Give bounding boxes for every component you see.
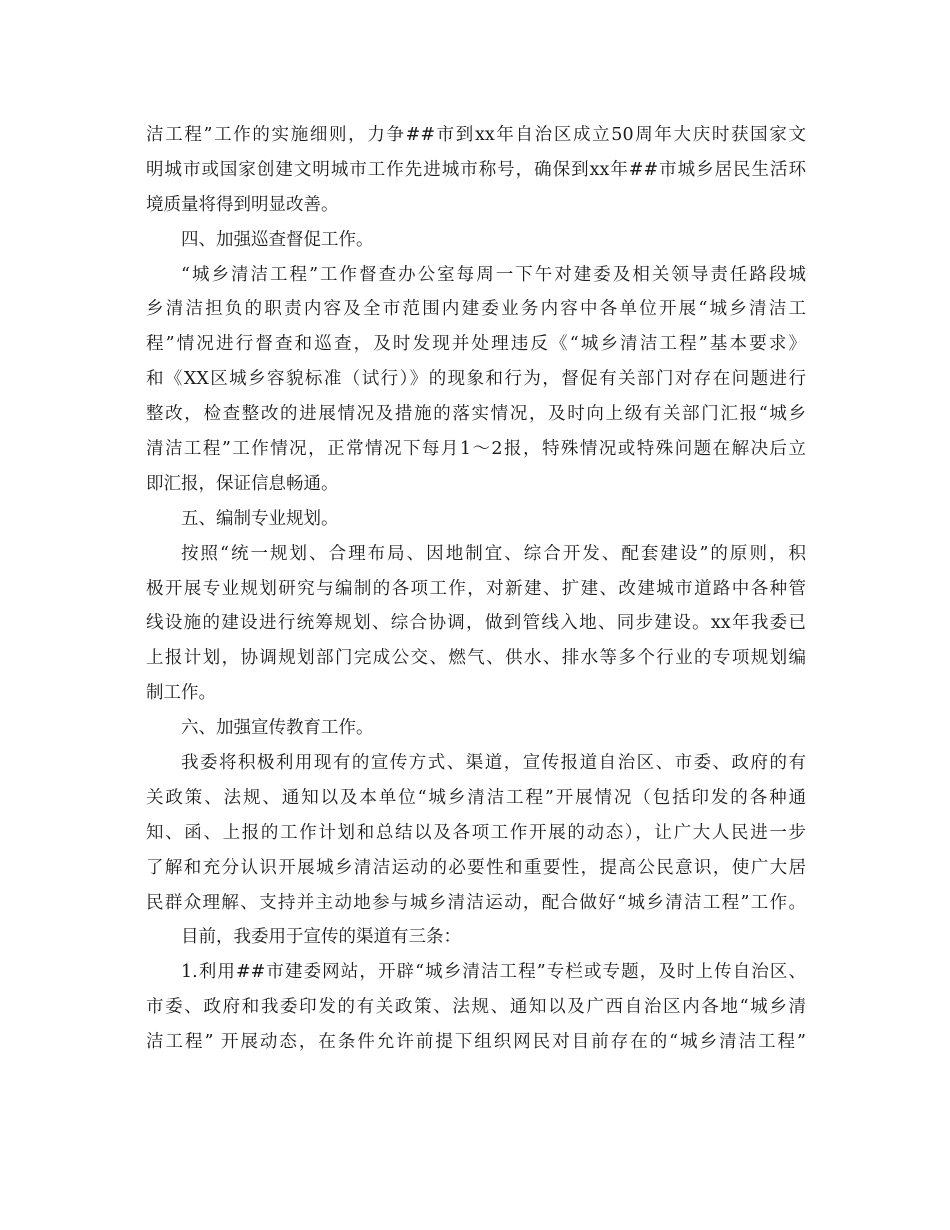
text-line: 按照“统一规划、合理布局、因地制宜、综合开发、配套建设”的原则，积 [181, 543, 806, 564]
text-line: 清洁工程”工作情况，正常情况下每月1～2报，特殊情况或特殊问题在解决后立 [146, 439, 806, 460]
text-line: 1.利用##市建委网站，开辟“城乡清洁工程”专栏或专题，及时上传自治区、 [181, 962, 806, 983]
text-line: 六、加强宣传教育工作。 [181, 718, 374, 739]
text-line: 境质量将得到明显改善。 [146, 194, 339, 215]
text-line: 了解和充分认识开展城乡清洁运动的必要性和重要性，提高公民意识，使广大居 [146, 857, 806, 878]
text-line: 民群众理解、支持并主动地参与城乡清洁运动，配合做好“城乡清洁工程”工作。 [146, 892, 806, 913]
text-line: 市委、政府和我委印发的有关政策、法规、通知以及广西自治区内各地“城乡清 [146, 997, 806, 1018]
text-line: 我委将积极利用现有的宣传方式、渠道，宣传报道自治区、市委、政府的有 [181, 753, 806, 774]
text-line: 和《XX区城乡容貌标准（试行）》的现象和行为，督促有关部门对存在问题进行 [146, 369, 806, 390]
text-line: 乡清洁担负的职责内容及全市范围内建委业务内容中各单位开展“城乡清洁工 [146, 299, 806, 320]
text-line: 洁工程” 开展动态，在条件允许前提下组织网民对目前存在的“城乡清洁工程” [146, 1032, 806, 1053]
text-line: 五、编制专业规划。 [181, 508, 339, 529]
text-line: 线设施的建设进行统筹规划、综合协调，做到管线入地、同步建设。xx年我委已 [146, 613, 806, 634]
text-line: 整改，检查整改的进展情况及措施的落实情况，及时向上级有关部门汇报“城乡 [146, 404, 806, 425]
text-line: 知、函、上报的工作计划和总结以及各项工作开展的动态），让广大人民进一步 [146, 822, 806, 843]
text-line: 极开展专业规划研究与编制的各项工作，对新建、扩建、改建城市道路中各种管 [146, 578, 806, 599]
text-line: 制工作。 [146, 683, 216, 704]
text-line: 程”情况进行督查和巡查，及时发现并处理违反《“城乡清洁工程”基本要求》 [146, 334, 806, 355]
text-line: 洁工程”工作的实施细则，力争##市到xx年自治区成立50周年大庆时获国家文 [146, 125, 806, 145]
text-line: 四、加强巡查督促工作。 [181, 229, 374, 250]
text-line: 明城市或国家创建文明城市工作先进城市称号，确保到xx年##市城乡居民生活环 [146, 159, 806, 180]
text-line: “城乡清洁工程”工作督查办公室每周一下午对建委及相关领导责任路段城 [181, 264, 806, 285]
text-line: 上报计划，协调规划部门完成公交、燃气、供水、排水等多个行业的专项规划编 [146, 648, 806, 669]
text-line: 目前，我委用于宣传的渠道有三条： [181, 927, 461, 948]
text-line: 即汇报，保证信息畅通。 [146, 473, 339, 494]
document-body [146, 118, 806, 1060]
text-line: 关政策、法规、通知以及本单位“城乡清洁工程”开展情况（包括印发的各种通 [146, 787, 806, 808]
